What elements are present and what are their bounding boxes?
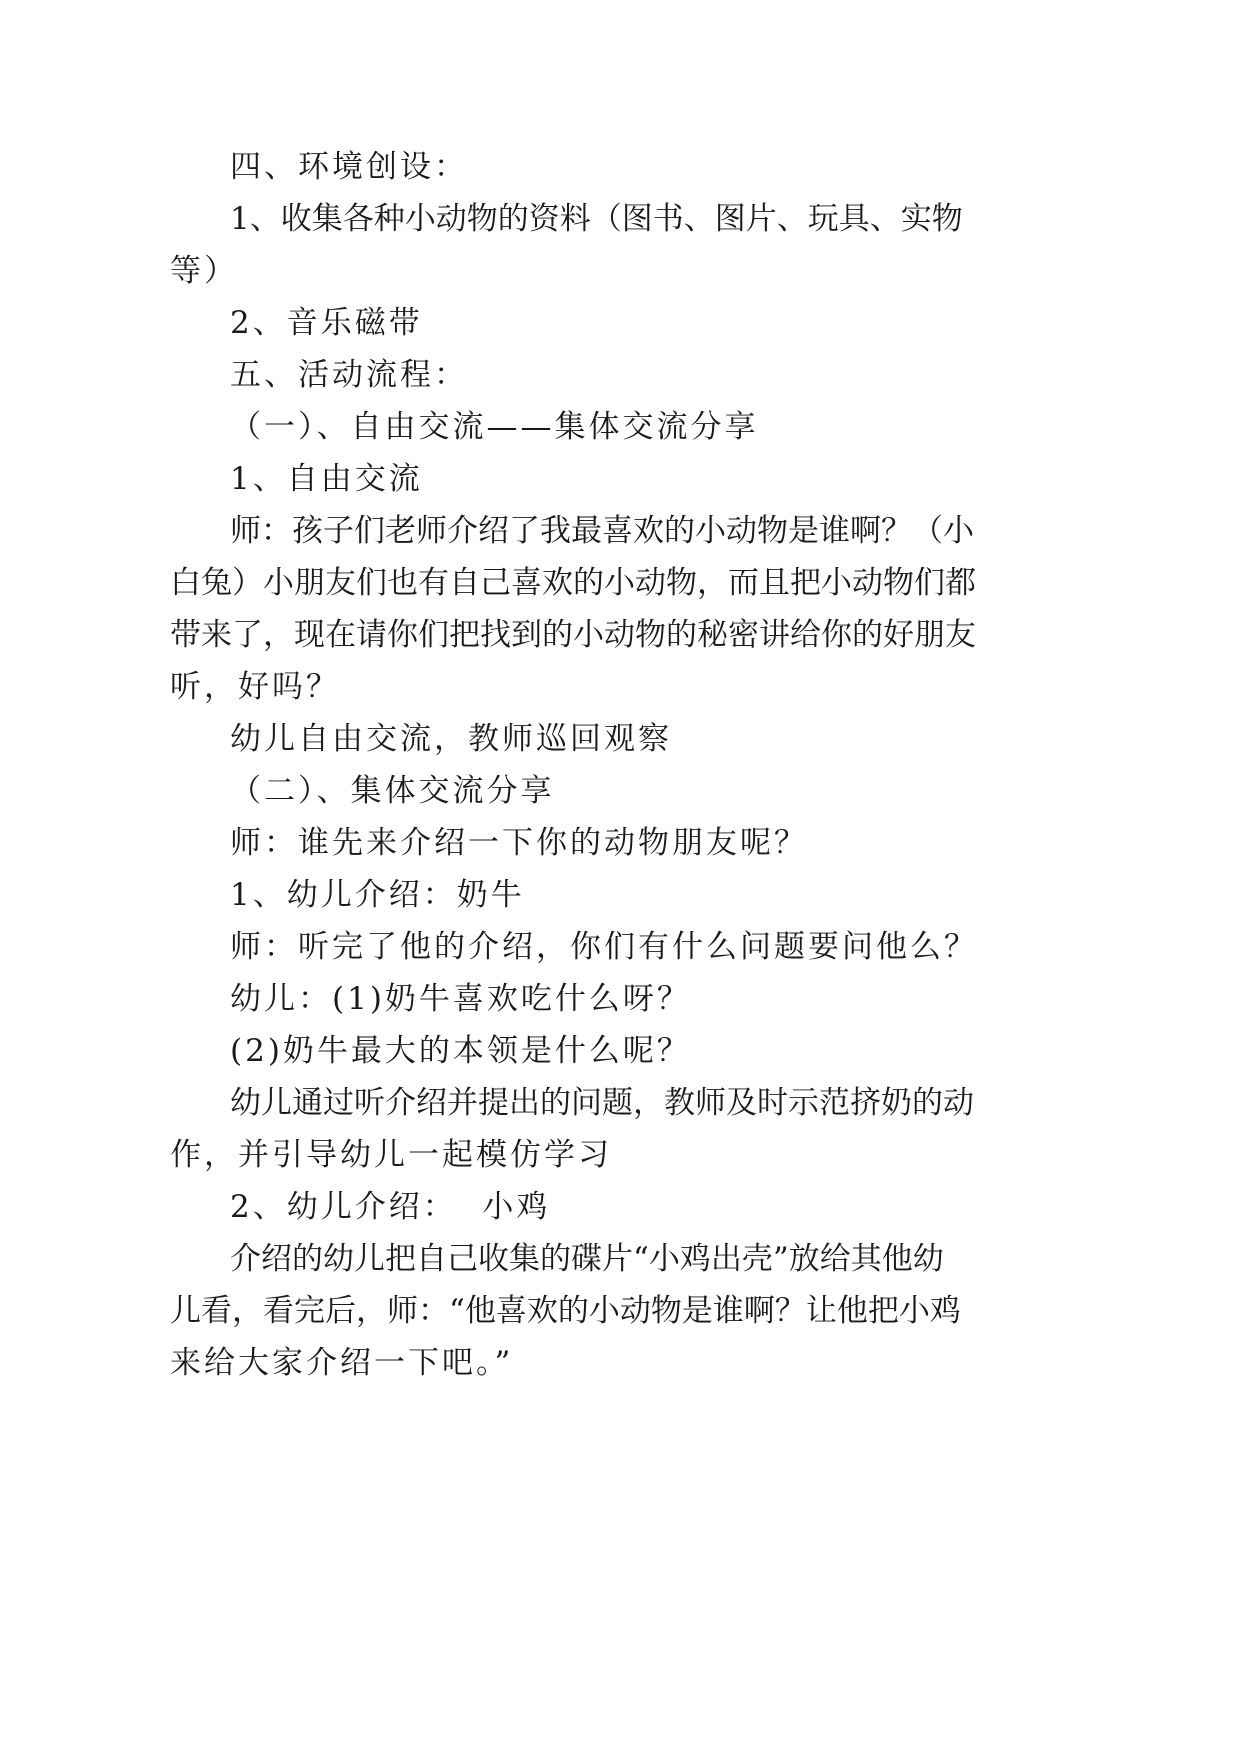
intro-2: 2、幼儿介绍： 小鸡 — [230, 1189, 551, 1225]
step-1: 1、自由交流 — [230, 461, 423, 497]
part-1-heading: （一）、自由交流——集体交流分享 — [230, 409, 759, 445]
teacher-1-line-2: 白兔）小朋友们也有自己喜欢的小动物，而且把小动物们都 — [170, 565, 976, 601]
item-2: 2、音乐磁带 — [230, 305, 423, 341]
item-1-line-2: 等） — [170, 253, 238, 289]
chick-line-3: 来给大家介绍一下吧。” — [170, 1345, 514, 1381]
section-4-heading: 四、环境创设： — [230, 149, 468, 185]
demo-line-2: 作，并引导幼儿一起模仿学习 — [170, 1137, 612, 1173]
intro-1: 1、幼儿介绍：奶牛 — [230, 877, 525, 913]
teacher-1-line-3: 带来了，现在请你们把找到的小动物的秘密讲给你的好朋友 — [170, 617, 976, 653]
item-1-line-1: 1、收集各种小动物的资料（图书、图片、玩具、实物 — [230, 201, 963, 237]
chick-line-2: 儿看，看完后，师：“他喜欢的小动物是谁啊？让他把小鸡 — [170, 1293, 961, 1329]
teacher-1-line-1: 师：孩子们老师介绍了我最喜欢的小动物是谁啊？（小 — [230, 513, 974, 549]
child-question-1: 幼儿：(1)奶牛喜欢吃什么呀？ — [230, 981, 691, 1017]
children-free-talk: 幼儿自由交流，教师巡回观察 — [230, 721, 672, 757]
part-2-heading: （二）、集体交流分享 — [230, 773, 555, 809]
section-5-heading: 五、活动流程： — [230, 357, 468, 393]
chick-line-1: 介绍的幼儿把自己收集的碟片“小鸡出壳”放给其他幼 — [230, 1241, 944, 1277]
demo-line-1: 幼儿通过听介绍并提出的问题，教师及时示范挤奶的动 — [230, 1085, 974, 1121]
teacher-1-line-4: 听，好吗？ — [170, 669, 340, 705]
teacher-3: 师：听完了他的介绍，你们有什么问题要问他么？ — [230, 929, 978, 965]
child-question-2: (2)奶牛最大的本领是什么呢？ — [230, 1033, 691, 1069]
teacher-2: 师：谁先来介绍一下你的动物朋友呢？ — [230, 825, 808, 861]
